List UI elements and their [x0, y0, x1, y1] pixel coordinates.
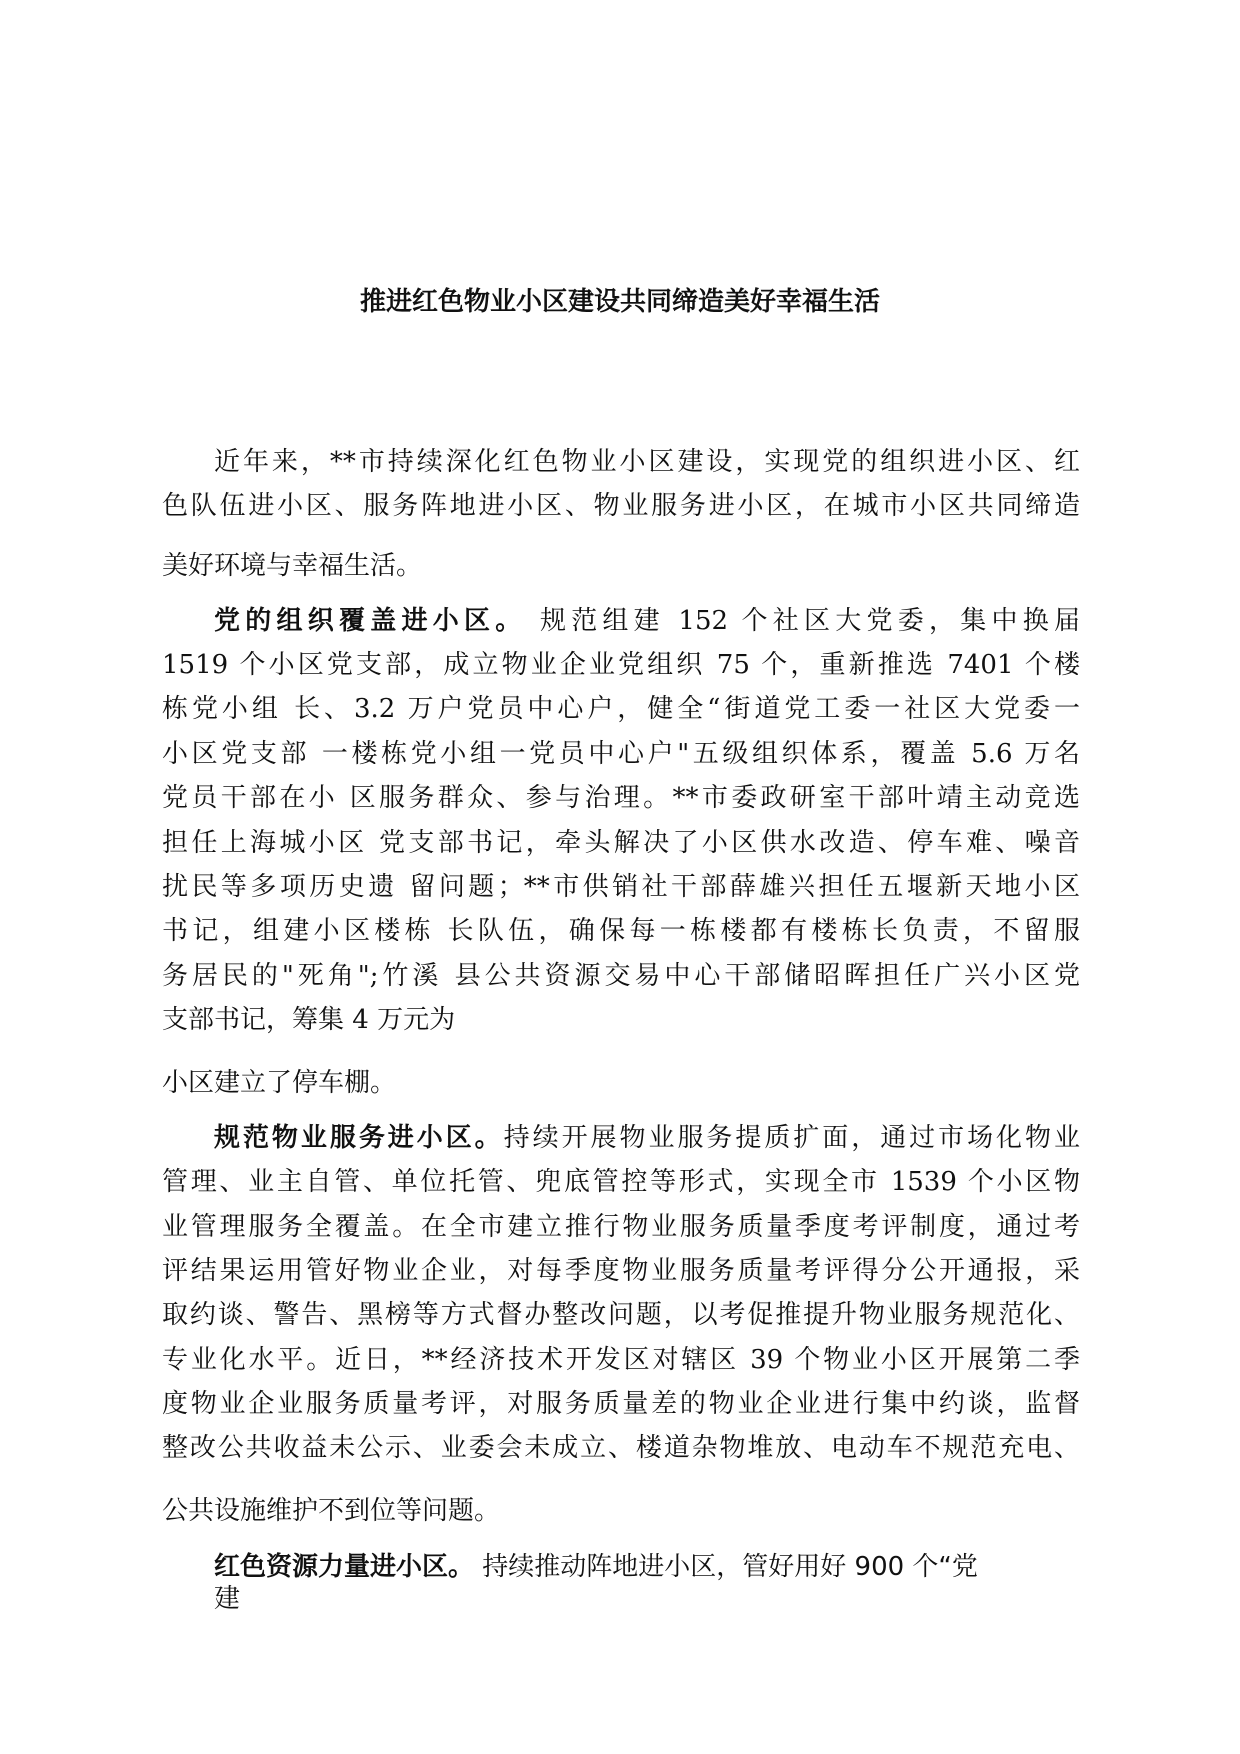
section3-heading: 红色资源力量进小区。: [214, 1552, 475, 1582]
section1-line-8: 书记，组建小区楼栋 长队伍，确保每一栋楼都有楼栋长负责，不留服: [162, 916, 1080, 946]
section1-first-line-text: 规范组建 152 个社区大党委，集中换届: [526, 606, 1080, 636]
intro-line-2: 色队伍进小区、服务阵地进小区、物业服务进小区，在城市小区共同缔造: [162, 491, 1080, 521]
intro-line-1: 近年来，**市持续深化红色物业小区建设，实现党的组织进小区、红: [214, 447, 1080, 477]
section2-line-7: 度物业企业服务质量考评，对服务质量差的物业企业进行集中约谈，监督: [162, 1389, 1080, 1419]
section1-line-7: 扰民等多项历史遗 留问题；**市供销社干部薛雄兴担任五堰新天地小区: [162, 872, 1080, 902]
section1-line-9: 务居民的"死角";竹溪 县公共资源交易中心干部储昭晖担任广兴小区党: [162, 961, 1080, 991]
section1-line-5: 党员干部在小 区服务群众、参与治理。**市委政研室干部叶靖主动竞选: [162, 783, 1080, 813]
intro-line-3: 美好环境与幸福生活。: [162, 551, 423, 581]
section1-line-2: 1519 个小区党支部，成立物业企业党组织 75 个，重新推选 7401 个楼: [162, 650, 1080, 680]
section2-line-5: 取约谈、警告、黑榜等方式督办整改问题，以考促推提升物业服务规范化、: [162, 1300, 1080, 1330]
section2-line-4: 评结果运用管好物业企业，对每季度物业服务质量考评得分公开通报，采: [162, 1256, 1080, 1286]
section1-line-4: 小区党支部 一楼栋党小组一党员中心户"五级组织体系，覆盖 5.6 万名: [162, 739, 1080, 769]
section2-line-2: 管理、业主自管、单位托管、兜底管控等形式，实现全市 1539 个小区物: [162, 1167, 1080, 1197]
section2-first-line: [214, 1118, 1080, 1158]
section1-line-10: 支部书记，筹集 4 万元为: [162, 1005, 456, 1035]
section2-heading: 规范物业服务进小区。: [214, 1123, 504, 1153]
section1-line-11: 小区建立了停车棚。: [162, 1068, 397, 1098]
section3-first-line: [214, 1547, 1080, 1587]
section1-line-3: 栋党小组 长、3.2 万户党员中心户，健全“街道党工委一社区大党委一: [162, 694, 1080, 724]
section3-first-line-text: 持续推动阵地进小区，管好用好 900 个“党: [474, 1552, 978, 1582]
section2-line-6: 专业化水平。近日，**经济技术开发区对辖区 39 个物业小区开展第二季: [162, 1345, 1080, 1375]
section1-line-6: 担任上海城小区 党支部书记，牵头解决了小区供水改造、停车难、噪音: [162, 828, 1080, 858]
section2-line-8: 整改公共收益未公示、业委会未成立、楼道杂物堆放、电动车不规范充电、: [162, 1433, 1080, 1463]
section1-first-line: [214, 601, 1080, 641]
section2-first-line-text: 持续开展物业服务提质扩面，通过市场化物业: [503, 1123, 1080, 1153]
section1-heading: 党的组织覆盖进小区。: [214, 606, 527, 636]
section2-line-9: 公共设施维护不到位等问题。: [162, 1496, 501, 1526]
page-title: 推进红色物业小区建设共同缔造美好幸福生活: [359, 287, 880, 317]
section3-line-2: 建: [214, 1584, 241, 1614]
section2-line-3: 业管理服务全覆盖。在全市建立推行物业服务质量季度考评制度，通过考: [162, 1212, 1080, 1242]
